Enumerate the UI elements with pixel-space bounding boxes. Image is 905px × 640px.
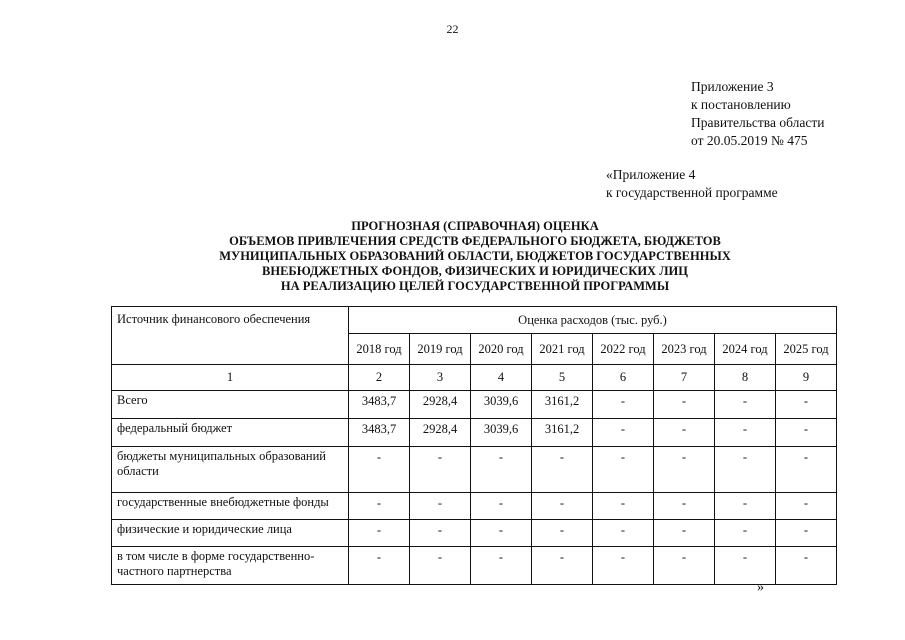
- value-cell: 3039,6: [471, 391, 532, 419]
- column-number: 8: [715, 365, 776, 391]
- value-cell: -: [532, 520, 593, 547]
- value-cell: -: [471, 493, 532, 520]
- source-cell: физические и юридические лица: [112, 520, 349, 547]
- value-cell: -: [654, 447, 715, 493]
- value-cell: -: [593, 419, 654, 447]
- value-cell: -: [471, 547, 532, 585]
- closing-quote-mark: »: [757, 580, 764, 595]
- value-cell: -: [349, 547, 410, 585]
- appendix-reference-line: к государственной программе: [606, 185, 778, 200]
- column-number: 6: [593, 365, 654, 391]
- column-number: 2: [349, 365, 410, 391]
- value-cell: -: [349, 493, 410, 520]
- value-cell: -: [776, 447, 837, 493]
- value-cell: -: [715, 391, 776, 419]
- value-cell: -: [654, 419, 715, 447]
- title-line: ОБЪЕМОВ ПРИВЛЕЧЕНИЯ СРЕДСТВ ФЕДЕРАЛЬНОГО БЮДЖЕТА, БЮДЖЕТОВ: [229, 234, 721, 248]
- value-cell: -: [410, 520, 471, 547]
- value-cell: 3161,2: [532, 419, 593, 447]
- source-header: Источник финансового обеспечения: [112, 307, 349, 365]
- value-cell: -: [715, 493, 776, 520]
- source-cell: государственные внебюджетные фонды: [112, 493, 349, 520]
- column-number: 1: [112, 365, 349, 391]
- column-number-row: [112, 365, 837, 391]
- value-cell: 3161,2: [532, 391, 593, 419]
- year-header: 2024 год: [715, 334, 776, 365]
- column-number: 4: [471, 365, 532, 391]
- source-cell: бюджеты муниципальных образований области: [112, 447, 349, 493]
- value-cell: -: [776, 419, 837, 447]
- column-number: 5: [532, 365, 593, 391]
- year-header: 2023 год: [654, 334, 715, 365]
- source-cell: Всего: [112, 391, 349, 419]
- header-row: [112, 307, 837, 334]
- table-row: [112, 391, 837, 419]
- year-header: 2018 год: [349, 334, 410, 365]
- column-number: 3: [410, 365, 471, 391]
- page-number: 22: [446, 22, 459, 36]
- value-cell: -: [532, 493, 593, 520]
- year-header: 2020 год: [471, 334, 532, 365]
- value-cell: -: [654, 391, 715, 419]
- value-cell: -: [715, 547, 776, 585]
- value-cell: -: [654, 493, 715, 520]
- value-cell: -: [593, 391, 654, 419]
- value-cell: -: [654, 520, 715, 547]
- value-cell: -: [532, 547, 593, 585]
- value-cell: -: [532, 447, 593, 493]
- value-cell: -: [593, 547, 654, 585]
- year-header: 2025 год: [776, 334, 837, 365]
- appendix-reference-line: «Приложение 4: [606, 167, 696, 182]
- table-row: [112, 547, 837, 585]
- value-cell: -: [410, 493, 471, 520]
- estimate-header: Оценка расходов (тыс. руб.): [349, 307, 837, 334]
- column-number: 9: [776, 365, 837, 391]
- table-row: [112, 419, 837, 447]
- value-cell: 3483,7: [349, 391, 410, 419]
- appendix-line: Приложение 3: [691, 79, 774, 94]
- value-cell: -: [471, 447, 532, 493]
- appendix-reference: [606, 166, 778, 202]
- appendix-block: [691, 78, 824, 150]
- title-line: МУНИЦИПАЛЬНЫХ ОБРАЗОВАНИЙ ОБЛАСТИ, БЮДЖЕТОВ ГОСУДАРСТВЕННЫХ: [219, 249, 731, 263]
- value-cell: -: [715, 419, 776, 447]
- year-header: 2019 год: [410, 334, 471, 365]
- year-header: 2022 год: [593, 334, 654, 365]
- value-cell: -: [593, 520, 654, 547]
- value-cell: -: [776, 391, 837, 419]
- title-line: НА РЕАЛИЗАЦИЮ ЦЕЛЕЙ ГОСУДАРСТВЕННОЙ ПРОГРАММЫ: [280, 279, 670, 293]
- source-cell: в том числе в форме государственно-частного партнерства: [112, 547, 349, 585]
- value-cell: -: [410, 447, 471, 493]
- table-row: [112, 493, 837, 520]
- value-cell: -: [776, 493, 837, 520]
- column-number: 7: [654, 365, 715, 391]
- value-cell: 3039,6: [471, 419, 532, 447]
- financing-table: [111, 306, 837, 585]
- title-line: ВНЕБЮДЖЕТНЫХ ФОНДОВ, ФИЗИЧЕСКИХ И ЮРИДИЧЕСКИХ ЛИЦ: [262, 264, 688, 278]
- appendix-line: Правительства области: [691, 115, 825, 130]
- value-cell: -: [410, 547, 471, 585]
- year-header: 2021 год: [532, 334, 593, 365]
- value-cell: -: [715, 447, 776, 493]
- title-line: ПРОГНОЗНАЯ (СПРАВОЧНАЯ) ОЦЕНКА: [351, 219, 599, 233]
- value-cell: -: [349, 447, 410, 493]
- value-cell: -: [654, 547, 715, 585]
- value-cell: -: [776, 547, 837, 585]
- table-row: [112, 520, 837, 547]
- appendix-line: к постановлению: [691, 97, 791, 112]
- value-cell: -: [349, 520, 410, 547]
- value-cell: 3483,7: [349, 419, 410, 447]
- appendix-line: от 20.05.2019 № 475: [691, 133, 808, 148]
- value-cell: -: [593, 447, 654, 493]
- value-cell: -: [776, 520, 837, 547]
- source-cell: федеральный бюджет: [112, 419, 349, 447]
- value-cell: 2928,4: [410, 419, 471, 447]
- value-cell: -: [715, 520, 776, 547]
- value-cell: 2928,4: [410, 391, 471, 419]
- value-cell: -: [471, 520, 532, 547]
- document-title: [150, 219, 800, 294]
- value-cell: -: [593, 493, 654, 520]
- table-row: [112, 447, 837, 493]
